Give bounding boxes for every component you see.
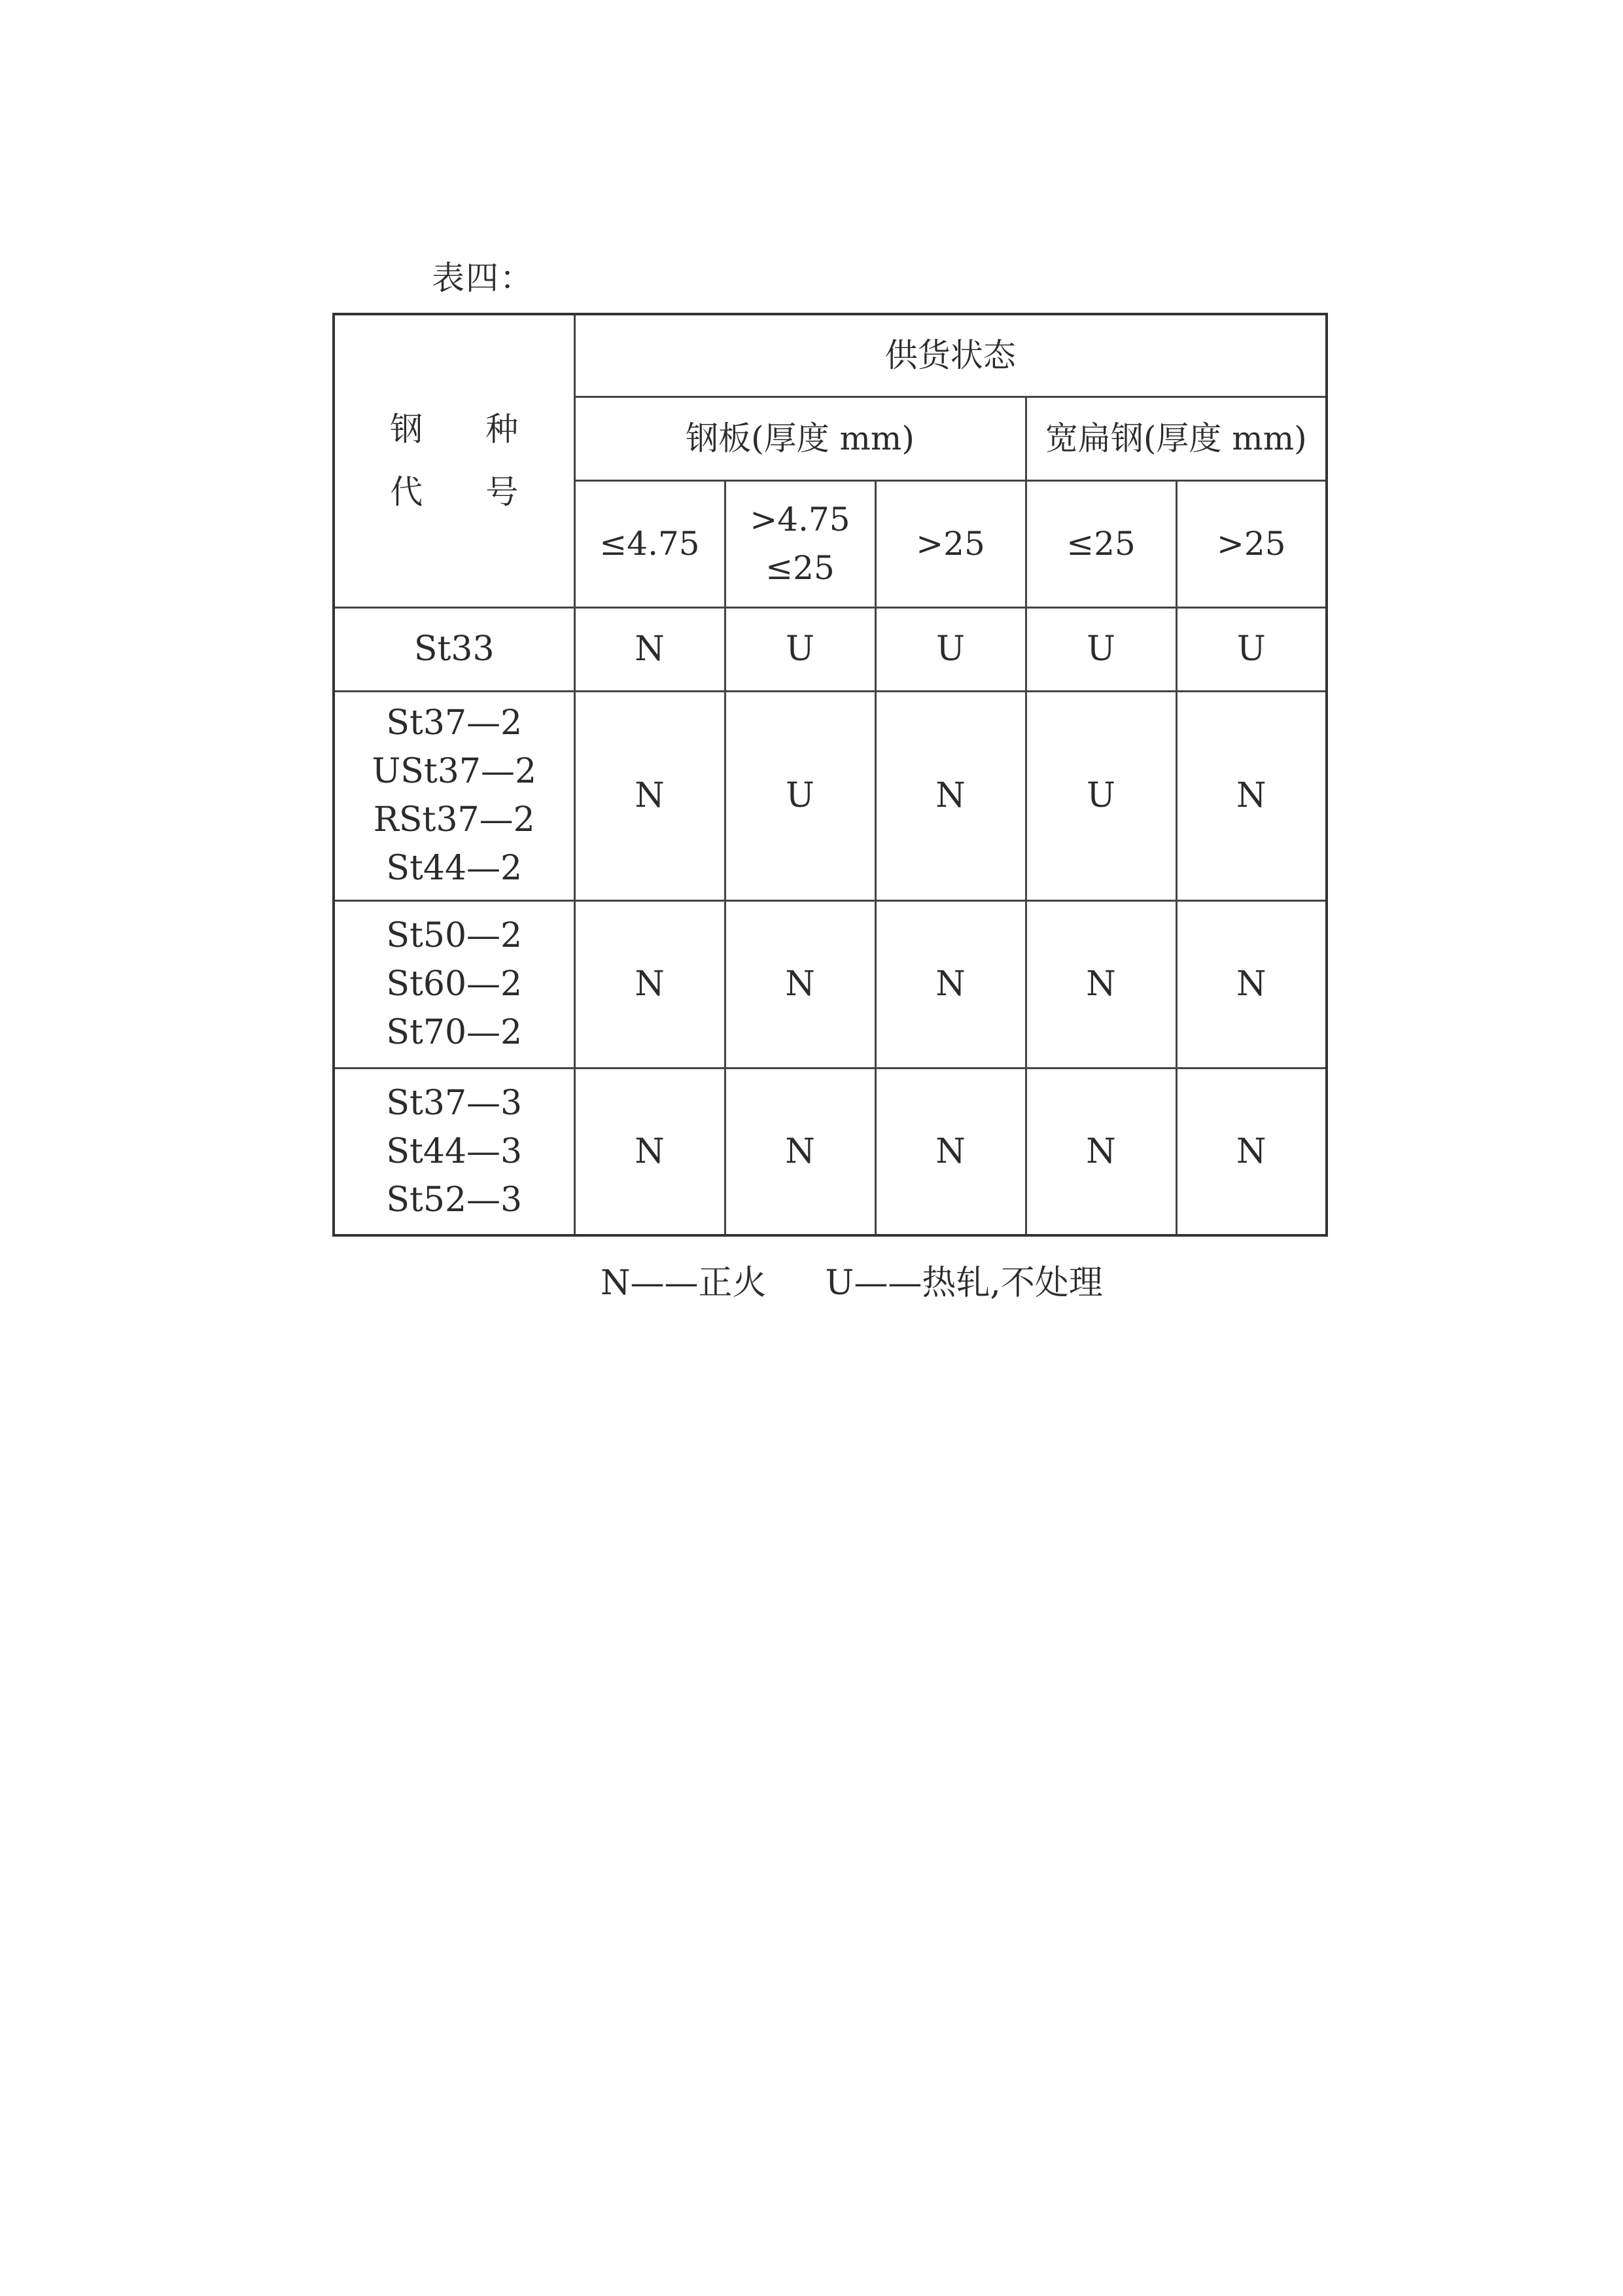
steel-code: St37—3 [386,1083,523,1123]
supply-value: U [725,607,875,691]
table-row [334,1068,1327,1235]
table-legend [601,1255,1103,1304]
legend-hot-rolled: U——热轧,不处理 [825,1263,1103,1303]
steel-codes [334,607,574,691]
steel-code: St44—2 [386,849,523,888]
flat-bar-thickness-header: 宽扁钢(厚度 mm) [1026,397,1327,480]
steel-code-header-line1: 钢 种 [390,410,545,449]
table-caption: 表四： [432,259,534,297]
plate-thickness-header: 钢板(厚度 mm) [574,397,1026,480]
thickness-plate-2-top: >4.75 [750,501,850,539]
thickness-flat-2: >25 [1176,480,1327,607]
steel-code-header-line2: 代 号 [390,473,545,512]
steel-code: St52—3 [386,1180,523,1220]
steel-code: St50—2 [386,916,523,955]
steel-code: USt37—2 [372,752,537,791]
supply-value: N [574,900,725,1068]
steel-code: St33 [413,629,495,669]
steel-code: St60—2 [386,964,523,1004]
supply-value: N [1026,900,1176,1068]
supply-value: U [875,607,1026,691]
supply-value: N [1176,900,1327,1068]
supply-value: N [725,900,875,1068]
legend-normalized: N——正火 [601,1263,767,1303]
thickness-plate-2-bottom: ≤25 [765,549,835,587]
thickness-plate-3: >25 [875,480,1026,607]
supply-value: U [1176,607,1327,691]
supply-value: N [875,900,1026,1068]
supply-value: U [1026,607,1176,691]
steel-codes [334,1068,574,1235]
supply-value: N [725,1068,875,1235]
supply-value: N [875,1068,1026,1235]
supply-value: N [1026,1068,1176,1235]
thickness-plate-2 [725,480,875,607]
steel-codes [334,691,574,900]
steel-codes [334,900,574,1068]
supply-value: N [875,691,1026,900]
steel-code-header [334,314,574,607]
steel-code: St70—2 [386,1013,523,1052]
table-row [334,900,1327,1068]
supply-condition-table [332,313,1328,1237]
table-row [334,607,1327,691]
supply-value: N [574,691,725,900]
supply-value: U [1026,691,1176,900]
steel-code: St44—3 [386,1131,523,1171]
supply-value: N [1176,1068,1327,1235]
table-row [334,691,1327,900]
thickness-plate-1: ≤4.75 [574,480,725,607]
supply-value: N [1176,691,1327,900]
steel-code: St37—2 [386,703,523,743]
supply-value: U [725,691,875,900]
thickness-flat-1: ≤25 [1026,480,1176,607]
supply-value: N [574,607,725,691]
supply-value: N [574,1068,725,1235]
steel-code: RSt37—2 [373,800,535,839]
supply-state-header: 供货状态 [574,314,1327,397]
